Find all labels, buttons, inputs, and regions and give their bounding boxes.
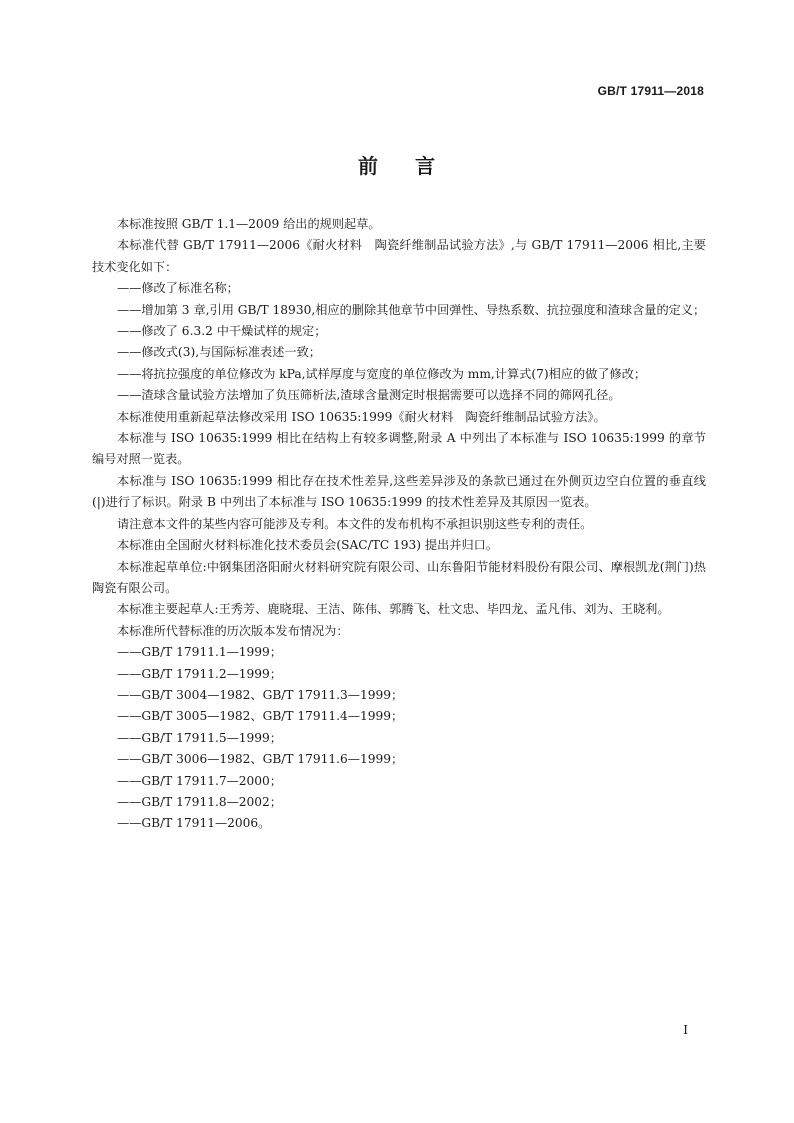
paragraph-history: 本标准所代替标准的历次版本发布情况为： xyxy=(117,623,349,638)
paragraph-adoption: 本标准使用重新起草法修改采用 ISO 10635:1999《耐火材料 陶瓷纤维制品试验方法》。 xyxy=(117,409,606,424)
page-number: I xyxy=(683,1023,688,1037)
title-char-1: 前 xyxy=(358,154,379,178)
history-item: —— GB/T 17911—2006。 xyxy=(117,816,271,831)
history-item: —— GB/T 17911.2—1999； xyxy=(117,666,282,681)
paragraph-patent-notice: 请注意本文件的某些内容可能涉及专利。本文件的发布机构不承担识别这些专利的责任。 xyxy=(117,516,593,531)
history-item: —— GB/T 3005—1982、GB/T 17911.4—1999； xyxy=(117,709,404,724)
history-item: —— GB/T 3004—1982、GB/T 17911.3—1999； xyxy=(117,687,404,702)
change-item: —— 渣球含量试验方法增加了负压筛析法,渣球含量测定时根据需要可以选择不同的筛网孔径。 xyxy=(117,388,621,403)
change-item: —— 修改了标准名称； xyxy=(117,281,239,296)
change-item: —— 将抗拉强度的单位修改为 kPa,试样厚度与宽度的单位修改为 mm,计算式(7)相应的做了修改； xyxy=(117,366,647,381)
history-item: —— GB/T 17911.7—2000； xyxy=(117,773,282,788)
history-item: —— GB/T 17911.8—2002； xyxy=(117,794,282,809)
change-item: —— 增加第 3 章,引用 GB/T 18930,相应的删除其他章节中回弹性、导热系数、抗拉强度和渣球含量的定义； xyxy=(117,302,706,317)
change-item: —— 修改式(3),与国际标准表述一致； xyxy=(117,345,321,360)
foreword-body xyxy=(92,214,706,835)
history-item: —— GB/T 3006—1982、GB/T 17911.6—1999； xyxy=(117,752,404,767)
paragraph-drafting-rules: 本标准按照 GB/T 1.1—2009 给出的规则起草。 xyxy=(117,217,381,231)
standard-code: GB/T 17911—2018 xyxy=(597,84,704,98)
paragraph-technical-differences: 本标准与 ISO 10635:1999 相比存在技术性差异,这些差异涉及的条款已通过在外侧页边空白位置的垂直线(|)进行了标识。附录 B 中列出了本标准与 ISO 10635:1999 的技术性差异及其原因一览表。 xyxy=(92,473,706,510)
paragraph-drafting-units: 本标准起草单位:中钢集团洛阳耐火材料研究院有限公司、山东鲁阳节能材料股份有限公司、摩根凯龙(荆门)热陶瓷有限公司。 xyxy=(92,559,706,595)
page-title xyxy=(0,150,794,179)
history-item: —— GB/T 17911.5—1999； xyxy=(117,730,282,745)
title-char-2: 言 xyxy=(415,154,436,178)
paragraph-proposer: 本标准由全国耐火材料标准化技术委员会(SAC/TC 193) 提出并归口。 xyxy=(117,538,499,553)
paragraph-structure: 本标准与 ISO 10635:1999 相比在结构上有较多调整,附录 A 中列出了本标准与 ISO 10635:1999 的章节编号对照一览表。 xyxy=(92,431,706,467)
paragraph-replaces: 本标准代替 GB/T 17911—2006《耐火材料 陶瓷纤维制品试验方法》,与 GB/T 17911—2006 相比,主要技术变化如下： xyxy=(92,238,706,274)
change-item: —— 修改了 6.3.2 中干燥试样的规定； xyxy=(117,324,327,339)
history-item: —— GB/T 17911.1—1999； xyxy=(117,645,282,660)
paragraph-drafters: 本标准主要起草人:王秀芳、鹿晓琨、王洁、陈伟、郭腾飞、杜文忠、毕四龙、孟凡伟、刘为、王晓利。 xyxy=(117,602,670,617)
